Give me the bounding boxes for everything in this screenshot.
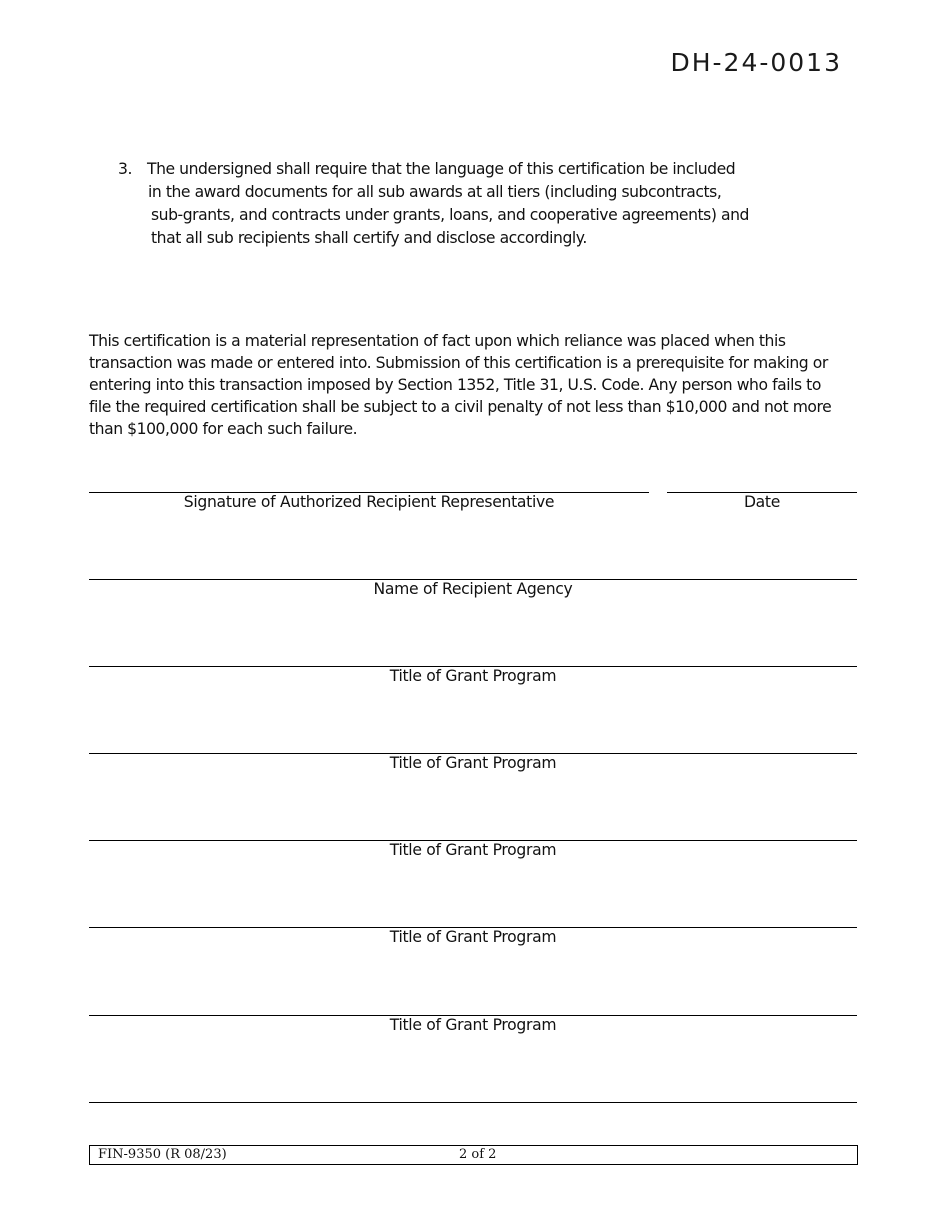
certification-item-3 — [118, 158, 758, 250]
grant-program-label: Title of Grant Program — [389, 928, 557, 946]
page-number: 2 of 2 — [459, 1147, 497, 1162]
paragraph-line: than $100,000 for each such failure. — [89, 420, 358, 438]
paragraph-line: This certification is a material representation of fact upon which reliance was placed when this — [89, 332, 786, 350]
form-footer — [89, 1145, 858, 1165]
date-label: Date — [743, 493, 781, 511]
paragraph-line: file the required certification shall be subject to a civil penalty of not less than $10,000 and not more — [89, 398, 832, 416]
item-line: sub-grants, and contracts under grants, loans, and cooperative agreements) and — [151, 206, 749, 224]
form-number: FIN-9350 (R 08/23) — [98, 1147, 227, 1162]
grant-program-label: Title of Grant Program — [389, 754, 557, 772]
grant-program-label: Title of Grant Program — [389, 1016, 557, 1034]
item-line: The undersigned shall require that the language of this certification be included — [147, 160, 736, 178]
grant-program-label: Title of Grant Program — [389, 667, 557, 685]
paragraph-line: entering into this transaction imposed by Section 1352, Title 31, U.S. Code. Any person who fails to — [89, 376, 821, 394]
paragraph-line: transaction was made or entered into. Submission of this certification is a prerequisite for making or — [89, 354, 828, 372]
item-line: that all sub recipients shall certify and disclose accordingly. — [151, 229, 587, 247]
recipient-agency-label: Name of Recipient Agency — [373, 580, 573, 598]
certification-paragraph — [89, 330, 859, 440]
signature-label: Signature of Authorized Recipient Representative — [183, 493, 555, 511]
item-number: 3. — [118, 160, 132, 178]
grant-program-field-bottom-rule — [89, 1102, 857, 1103]
document-id: DH-24-0013 — [670, 48, 842, 77]
item-line: in the award documents for all sub awards at all tiers (including subcontracts, — [148, 183, 722, 201]
grant-program-label: Title of Grant Program — [389, 841, 557, 859]
